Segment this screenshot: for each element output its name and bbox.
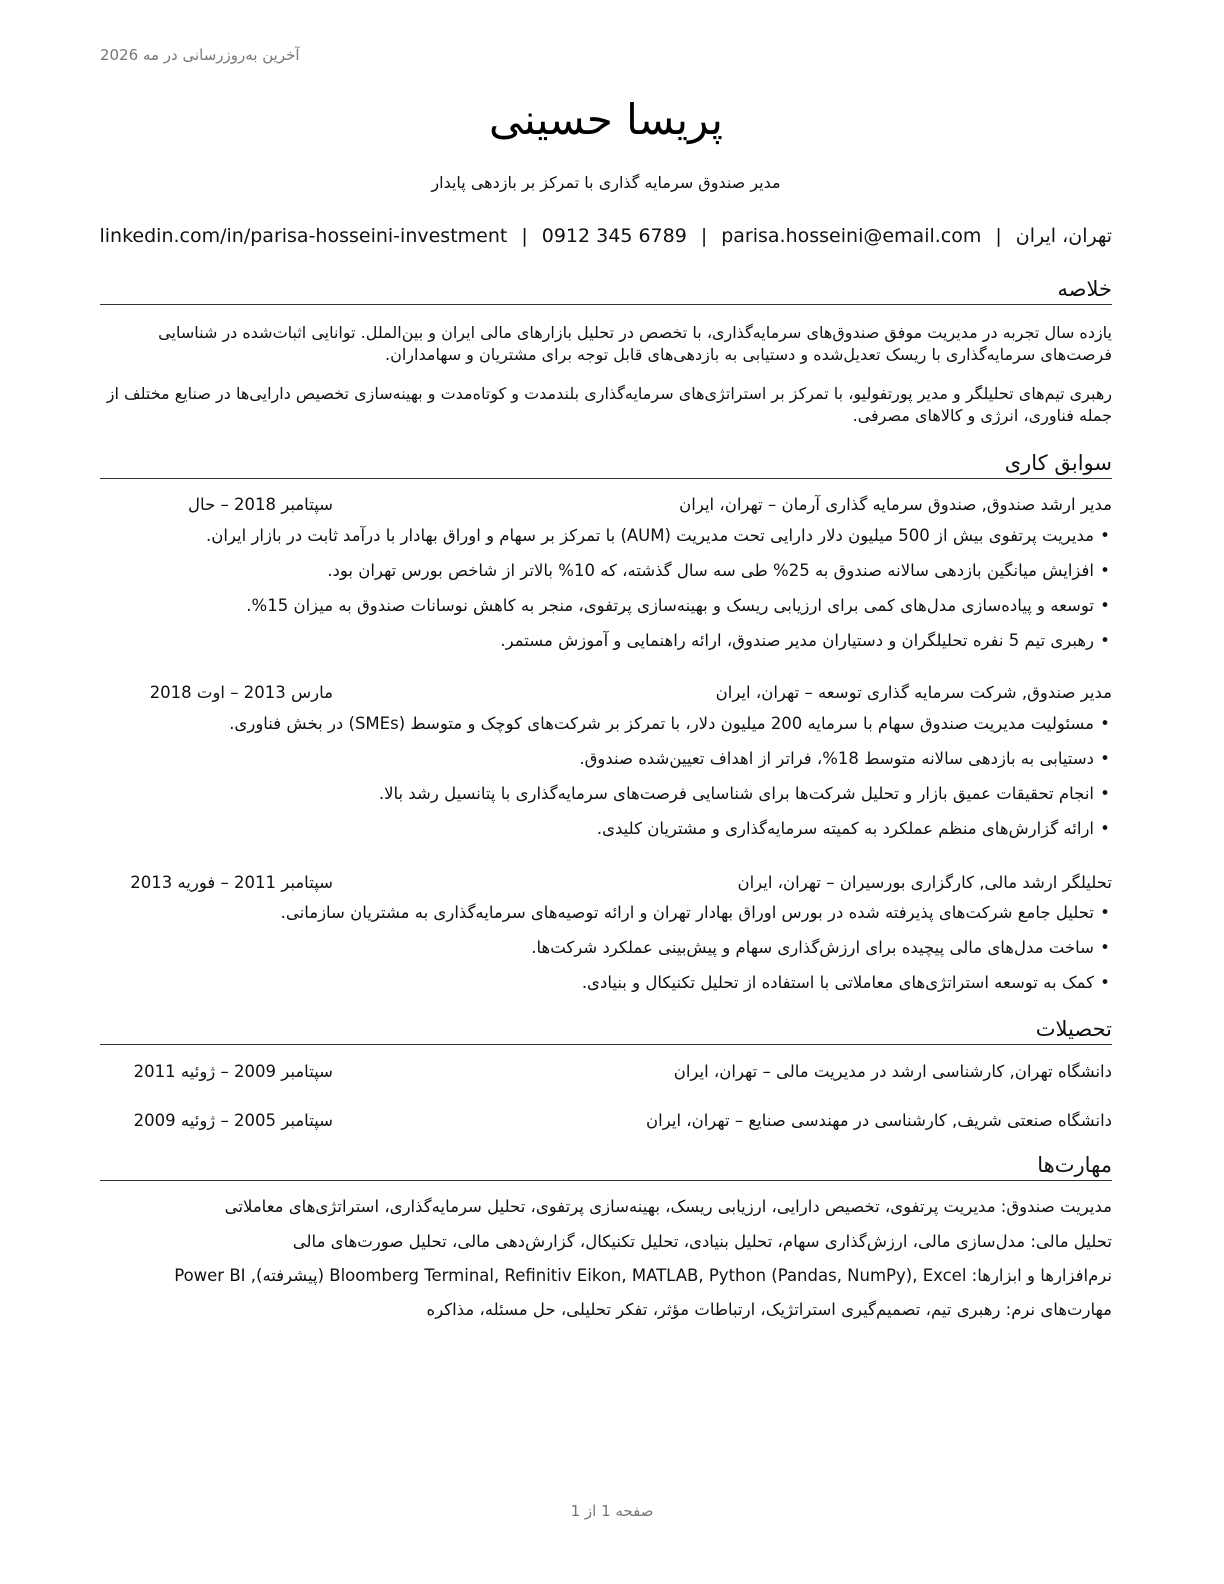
education-dates: سپتامبر 2009 – ژوئیه 2011: [133, 1062, 333, 1081]
job-title: مدیر صندوق, شرکت سرمایه گذاری توسعه – تهران، ایران: [715, 683, 1112, 702]
job-bullet: •رهبری تیم 5 نفره تحلیلگران و دستیاران مدیر صندوق، ارائه راهنمایی و آموزش مستمر.: [100, 630, 1112, 652]
contact-separator: |: [700, 225, 708, 247]
bullet-icon: •: [1100, 938, 1110, 957]
contact-phone[interactable]: 0912 345 6789: [541, 225, 687, 247]
bullet-icon: •: [1100, 596, 1110, 615]
experience-heading: سوابق کاری: [100, 450, 1112, 479]
job-bullet: •ارائه گزارش‌های منظم عملکرد به کمیته سرمایه‌گذاری و مشتریان کلیدی.: [100, 818, 1112, 840]
bullet-icon: •: [1100, 714, 1110, 733]
skill-line: مدیریت صندوق: مدیریت پرتفوی، تخصیص دارایی، ارزیابی ریسک، بهینه‌سازی پرتفوی، تحلیل سرمایه‌گذاری، استراتژی‌های معاملاتی: [224, 1197, 1112, 1216]
tagline: مدیر صندوق سرمایه گذاری با تمرکز بر بازدهی پایدار: [431, 173, 781, 192]
bullet-icon: •: [1100, 526, 1110, 545]
summary-paragraph: یازده سال تجربه در مدیریت موفق صندوق‌های سرمایه‌گذاری، با تخصص در تحلیل بازارهای مالی ایران و بین‌الملل. توانایی اثبات‌شده در شناسایی فرصت‌های سرمایه‌گذاری با ریسک تعدیل‌شده و دستیابی به بازدهی‌های قابل توجه برای مشتریان و سهامداران.: [158, 323, 1112, 364]
bullet-icon: •: [1100, 749, 1110, 768]
contact-location: تهران، ایران: [1015, 225, 1112, 247]
bullet-icon: •: [1100, 819, 1110, 838]
job-bullet: •کمک به توسعه استراتژی‌های معاملاتی با استفاده از تحلیل تکنیکال و بنیادی.: [100, 972, 1112, 994]
person-name: پریسا حسینی: [489, 95, 723, 144]
contact-separator: |: [995, 225, 1002, 247]
job-bullet: •ساخت مدل‌های مالی پیچیده برای ارزش‌گذاری سهام و پیش‌بینی عملکرد شرکت‌ها.: [100, 937, 1112, 959]
bullet-icon: •: [1100, 973, 1110, 992]
job-title: تحلیلگر ارشد مالی, کارگزاری بورسیران – تهران، ایران: [737, 873, 1112, 892]
bullet-icon: •: [1100, 631, 1110, 650]
skills-heading: مهارت‌ها: [100, 1152, 1112, 1181]
job-bullet: •توسعه و پیاده‌سازی مدل‌های کمی برای ارزیابی ریسک و بهینه‌سازی پرتفوی، منجر به کاهش نوسانات صندوق به میزان 15%.: [100, 595, 1112, 617]
summary-heading: خلاصه: [100, 276, 1112, 305]
contact-separator: |: [521, 225, 528, 247]
education-entry: [100, 1110, 1112, 1132]
education-entry: [100, 1061, 1112, 1083]
job-bullet: •دستیابی به بازدهی سالانه متوسط 18%، فراتر از اهداف تعیین‌شده صندوق.: [100, 748, 1112, 770]
job-entry-header: [100, 494, 1112, 516]
skill-line: نرم‌افزارها و ابزارها: Bloomberg Terminal, Refinitiv Eikon, MATLAB, Python (Pandas, NumPy), Excel (پیشرفته), Power BI: [174, 1266, 1112, 1285]
job-dates: مارس 2013 – اوت 2018: [149, 683, 333, 702]
contact-line: [100, 223, 1112, 249]
page-number: صفحه 1 از 1: [570, 1502, 654, 1520]
education-dates: سپتامبر 2005 – ژوئیه 2009: [133, 1111, 333, 1130]
contact-linkedin[interactable]: linkedin.com/in/parisa-hosseini-investment: [99, 225, 508, 247]
job-bullet: •مدیریت پرتفوی بیش از 500 میلیون دلار دارایی تحت مدیریت (AUM) با تمرکز بر سهام و اوراق بهادار با درآمد ثابت در بازار ایران.: [100, 525, 1112, 547]
bullet-icon: •: [1100, 784, 1110, 803]
education-title: دانشگاه تهران, کارشناسی ارشد در مدیریت مالی – تهران، ایران: [673, 1062, 1112, 1081]
skill-line: مهارت‌های نرم: رهبری تیم، تصمیم‌گیری استراتژیک، ارتباطات مؤثر، تفکر تحلیلی، حل مسئله، مذاکره: [426, 1300, 1112, 1319]
education-title: دانشگاه صنعتی شریف, کارشناسی در مهندسی صنایع – تهران، ایران: [646, 1111, 1112, 1130]
job-dates: سپتامبر 2018 – حال: [188, 495, 333, 514]
summary-paragraph: رهبری تیم‌های تحلیلگر و مدیر پورتفولیو، با تمرکز بر استراتژی‌های سرمایه‌گذاری بلندمدت و کوتاه‌مدت و بهینه‌سازی تخصیص دارایی‌ها در صنایع مختلف از جمله فناوری، انرژی و کالاهای مصرفی.: [106, 384, 1112, 425]
skill-line: تحلیل مالی: مدل‌سازی مالی، ارزش‌گذاری سهام، تحلیل بنیادی، تحلیل تکنیکال، گزارش‌دهی مالی، تحلیل صورت‌های مالی: [292, 1232, 1112, 1251]
job-entry-header: [100, 872, 1112, 894]
contact-email[interactable]: parisa.hosseini@email.com: [721, 225, 982, 247]
job-bullet: •تحلیل جامع شرکت‌های پذیرفته شده در بورس اوراق بهادار تهران و ارائه توصیه‌های سرمایه‌گذاری به مشتریان سازمانی.: [100, 902, 1112, 924]
last-updated-note: آخرین به‌روزرسانی در مه 2026: [100, 46, 300, 64]
job-bullet: •مسئولیت مدیریت صندوق سهام با سرمایه 200 میلیون دلار، با تمرکز بر شرکت‌های کوچک و متوسط (SMEs) در بخش فناوری.: [100, 713, 1112, 735]
education-heading: تحصیلات: [100, 1016, 1112, 1045]
bullet-icon: •: [1100, 561, 1110, 580]
job-title: مدیر ارشد صندوق, صندوق سرمایه گذاری آرمان – تهران، ایران: [679, 495, 1112, 514]
bullet-icon: •: [1100, 903, 1110, 922]
job-bullet: •انجام تحقیقات عمیق بازار و تحلیل شرکت‌ها برای شناسایی فرصت‌های سرمایه‌گذاری با پتانسیل رشد بالا.: [100, 783, 1112, 805]
job-bullet: •افزایش میانگین بازدهی سالانه صندوق به 25% طی سه سال گذشته، که 10% بالاتر از شاخص بورس تهران بود.: [100, 560, 1112, 582]
job-dates: سپتامبر 2011 – فوریه 2013: [130, 873, 333, 892]
job-entry-header: [100, 682, 1112, 704]
